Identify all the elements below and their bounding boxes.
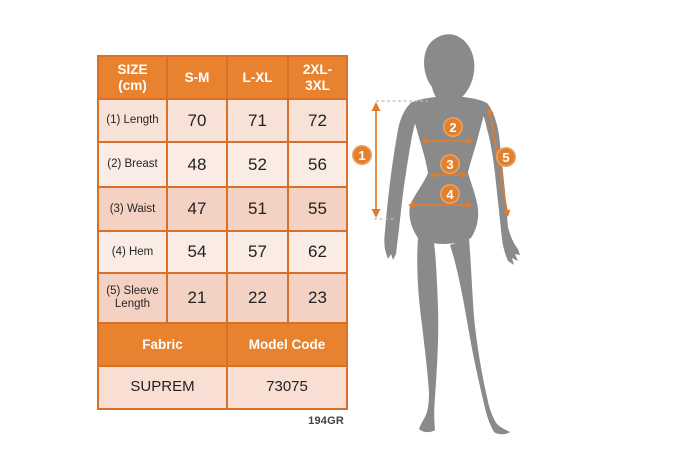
row-label-sleeve: (5) Sleeve Length [99, 274, 166, 322]
cell-sleeve-sm: 21 [168, 274, 226, 322]
model-code-value: 73075 [228, 367, 346, 408]
measurement-diagram [348, 25, 563, 440]
fabric-header: Fabric [99, 324, 226, 365]
cell-hem-sm: 54 [168, 232, 226, 272]
cell-length-lxl: 71 [228, 100, 287, 141]
cell-hem-lxl: 57 [228, 232, 287, 272]
cell-breast-2xl3xl: 56 [289, 143, 346, 186]
column-header-sm: S-M [168, 57, 226, 98]
silhouette-head [424, 34, 474, 104]
row-label-waist: (3) Waist [99, 188, 166, 230]
row-label-hem: (4) Hem [99, 232, 166, 272]
column-header-size: SIZE (cm) [99, 57, 166, 98]
cell-waist-2xl3xl: 55 [289, 188, 346, 230]
fabric-value: SUPREM [99, 367, 226, 408]
footnote-code: 194GR [308, 415, 344, 427]
size-table [97, 55, 348, 410]
measure-marker-4: 4 [440, 184, 460, 204]
silhouette-left-leg [417, 238, 438, 432]
measure-marker-1: 1 [352, 145, 372, 165]
silhouette-right-leg [450, 238, 510, 434]
cell-length-2xl3xl: 72 [289, 100, 346, 141]
cell-breast-lxl: 52 [228, 143, 287, 186]
cell-hem-2xl3xl: 62 [289, 232, 346, 272]
row-label-length: (1) Length [99, 100, 166, 141]
length-arrow [372, 102, 381, 218]
measure-marker-5: 5 [496, 147, 516, 167]
row-label-breast: (2) Breast [99, 143, 166, 186]
cell-waist-lxl: 51 [228, 188, 287, 230]
cell-breast-sm: 48 [168, 143, 226, 186]
cell-length-sm: 70 [168, 100, 226, 141]
cell-sleeve-2xl3xl: 23 [289, 274, 346, 322]
model-code-header: Model Code [228, 324, 346, 365]
female-silhouette [384, 34, 520, 434]
measure-marker-2: 2 [443, 117, 463, 137]
cell-waist-sm: 47 [168, 188, 226, 230]
column-header-lxl: L-XL [228, 57, 287, 98]
measure-marker-3: 3 [440, 154, 460, 174]
silhouette-right-arm [479, 103, 520, 265]
cell-sleeve-lxl: 22 [228, 274, 287, 322]
column-header-2xl3xl: 2XL-3XL [289, 57, 346, 98]
